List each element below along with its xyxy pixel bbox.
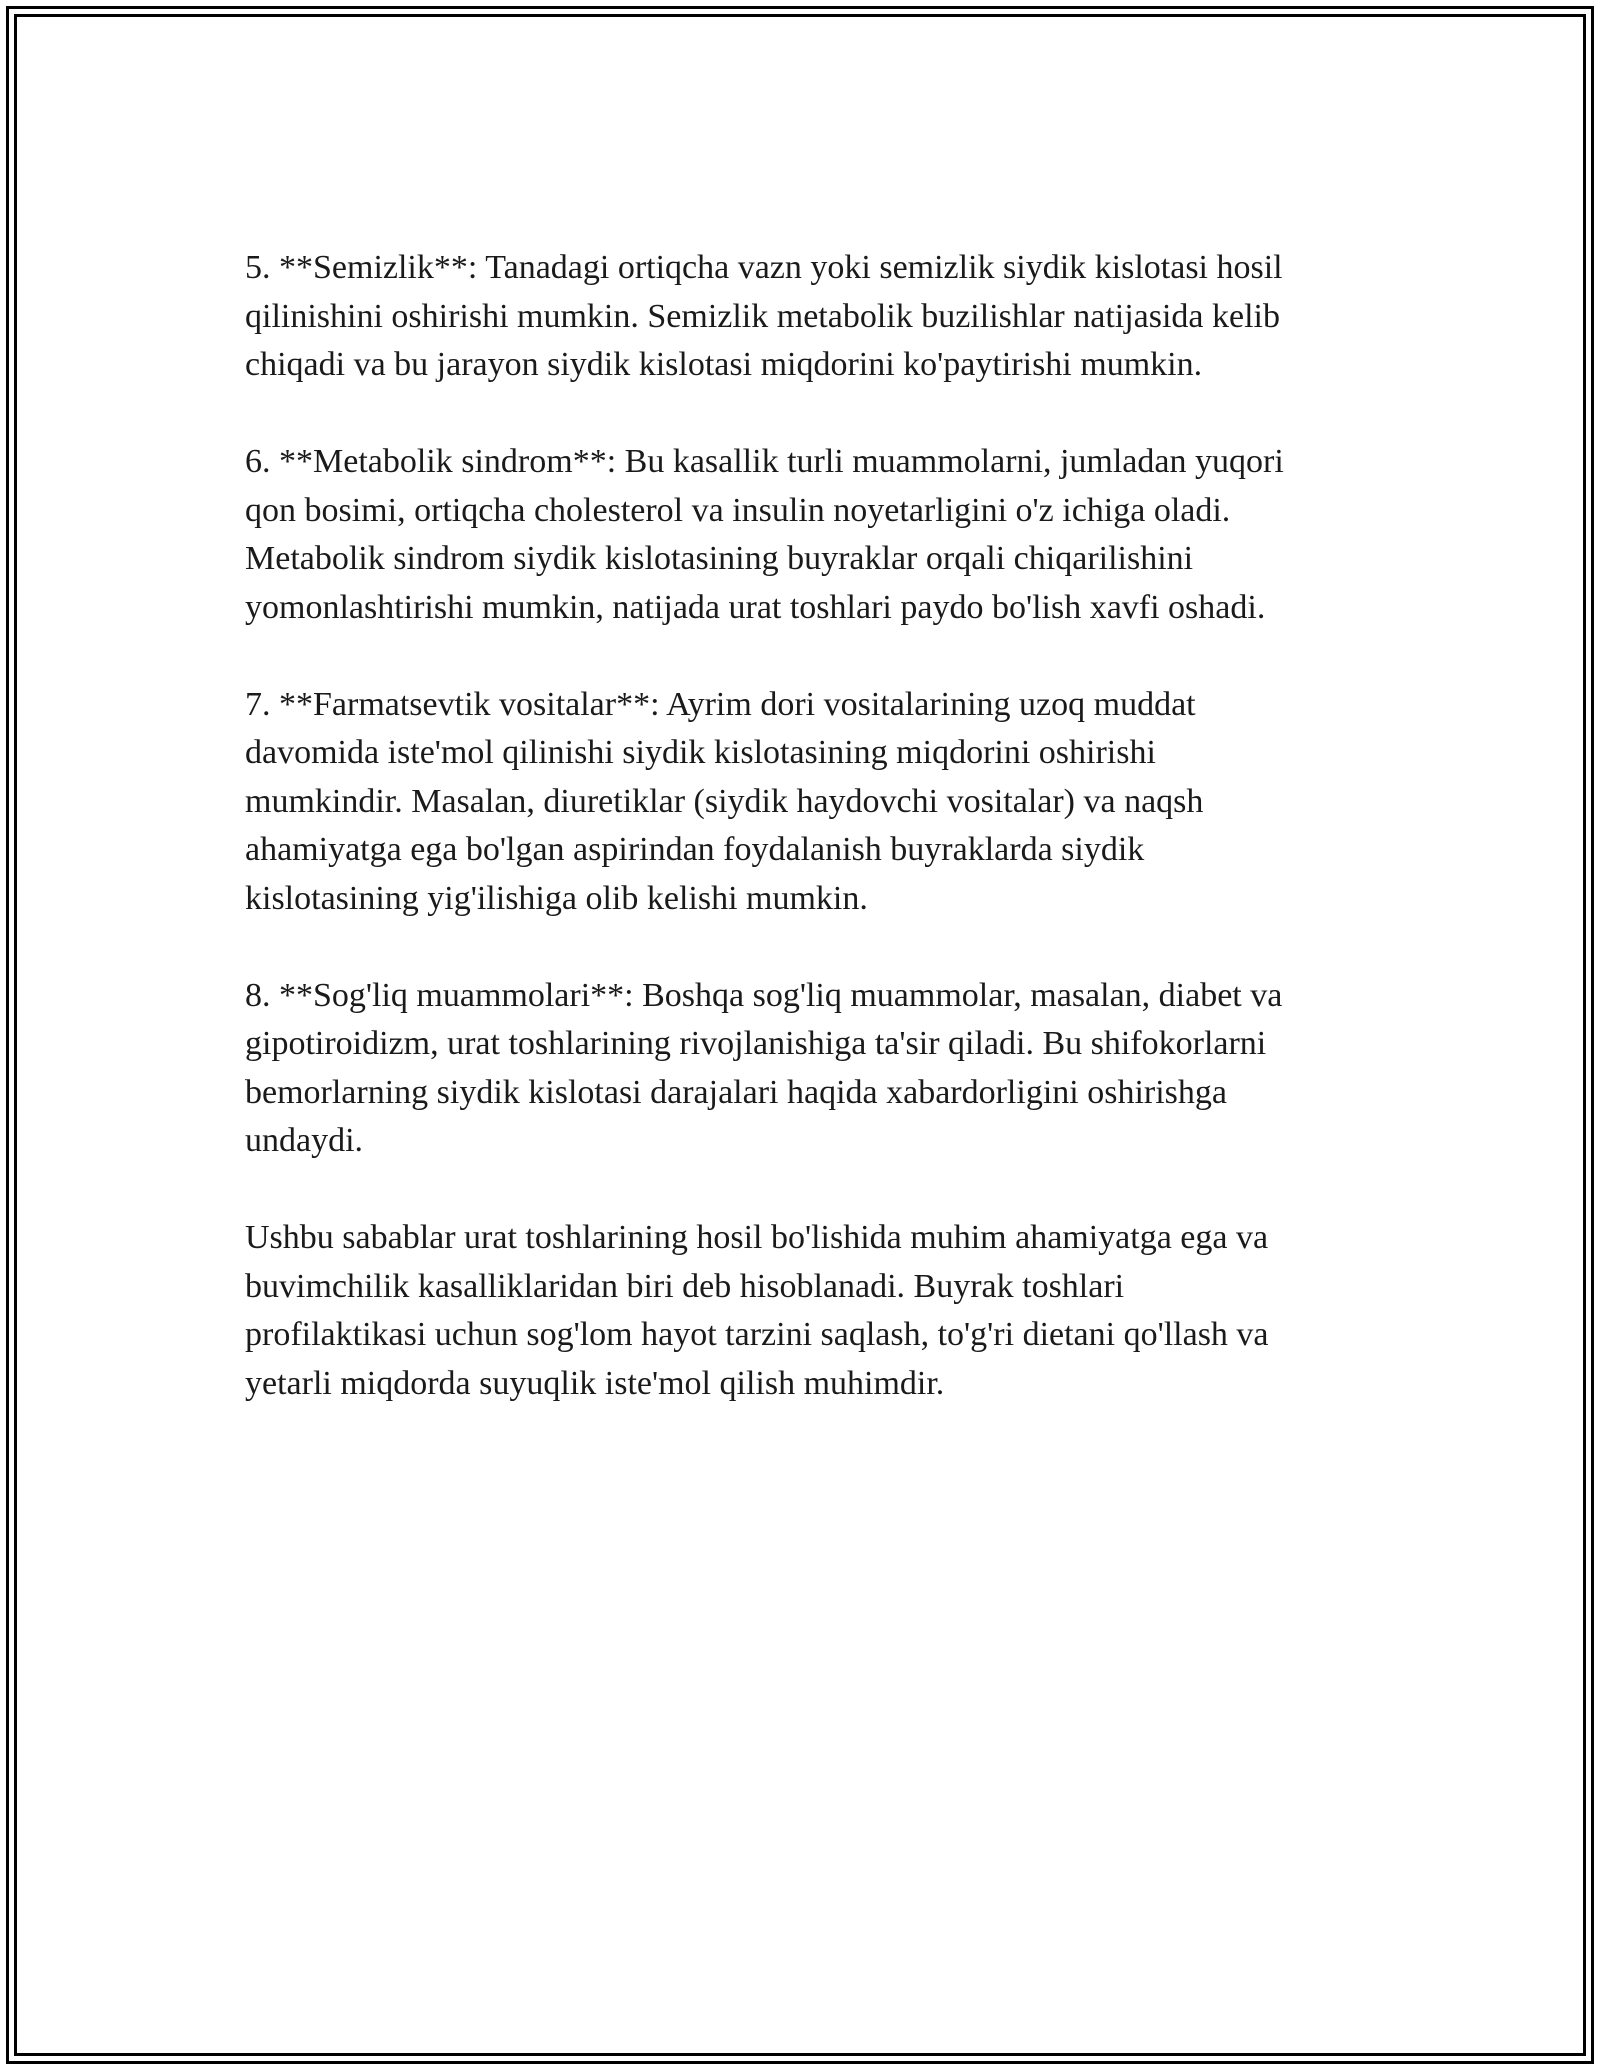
text-line: bemorlarning siydik kislotasi darajalari haqida xabardorligini oshirishga bbox=[245, 1073, 1227, 1111]
text-line: chiqadi va bu jarayon siydik kislotasi miqdorini ko'paytirishi mumkin. bbox=[245, 346, 1203, 383]
text-line: ahamiyatga ega bo'lgan aspirindan foydalanish buyraklarda siydik bbox=[245, 831, 1145, 868]
page-border bbox=[6, 6, 1594, 2064]
paragraph-farmatsevtik-vositalar bbox=[245, 681, 1385, 924]
text-line: undaydi. bbox=[245, 1122, 364, 1159]
text-line: yomonlashtirishi mumkin, natijada urat toshlari paydo bo'lish xavfi oshadi. bbox=[245, 588, 1266, 626]
text-line: 5. **Semizlik**: Tanadagi ortiqcha vazn yoki semizlik siydik kislotasi hosil bbox=[245, 249, 1283, 286]
text-line: yetarli miqdorda suyuqlik iste'mol qilish muhimdir. bbox=[245, 1364, 945, 1402]
text-line: gipotiroidizm, urat toshlarining rivojlanishiga ta'sir qiladi. Bu shifokorlarni bbox=[245, 1025, 1267, 1062]
text-line: 8. **Sog'liq muammolari**: Boshqa sog'liq muammolar, masalan, diabet va bbox=[245, 976, 1283, 1014]
text-line: qon bosimi, ortiqcha cholesterol va insulin noyetarligini o'z ichiga oladi. bbox=[245, 491, 1231, 529]
text-line: qilinishini oshirishi mumkin. Semizlik metabolik buzilishlar natijasida kelib bbox=[245, 297, 1281, 335]
text-line: profilaktikasi uchun sog'lom hayot tarzini saqlash, to'g'ri dietani qo'llash va bbox=[245, 1316, 1269, 1353]
text-line: kislotasining yig'ilishiga olib kelishi mumkin. bbox=[245, 879, 868, 917]
paragraph-semizlik bbox=[245, 244, 1385, 390]
text-line: mumkindir. Masalan, diuretiklar (siydik haydovchi vositalar) va naqsh bbox=[245, 782, 1204, 820]
paragraph-sogliq-muammolari bbox=[245, 972, 1385, 1166]
paragraph-metabolik-sindrom bbox=[245, 438, 1385, 632]
text-line: Ushbu sabablar urat toshlarining hosil bo'lishida muhim ahamiyatga ega va bbox=[245, 1219, 1269, 1256]
text-line: 6. **Metabolik sindrom**: Bu kasallik turli muammolarni, jumladan yuqori bbox=[245, 443, 1284, 480]
document-body bbox=[245, 244, 1385, 1457]
text-line: 7. **Farmatsevtik vositalar**: Ayrim dori vositalarining uzoq muddat bbox=[245, 685, 1196, 723]
text-line: Metabolik sindrom siydik kislotasining buyraklar orqali chiqarilishini bbox=[245, 540, 1194, 577]
text-line: davomida iste'mol qilinishi siydik kislotasining miqdorini oshirishi bbox=[245, 734, 1156, 771]
paragraph-conclusion bbox=[245, 1214, 1385, 1408]
text-line: buvimchilik kasalliklaridan biri deb hisoblanadi. Buyrak toshlari bbox=[245, 1267, 1125, 1305]
